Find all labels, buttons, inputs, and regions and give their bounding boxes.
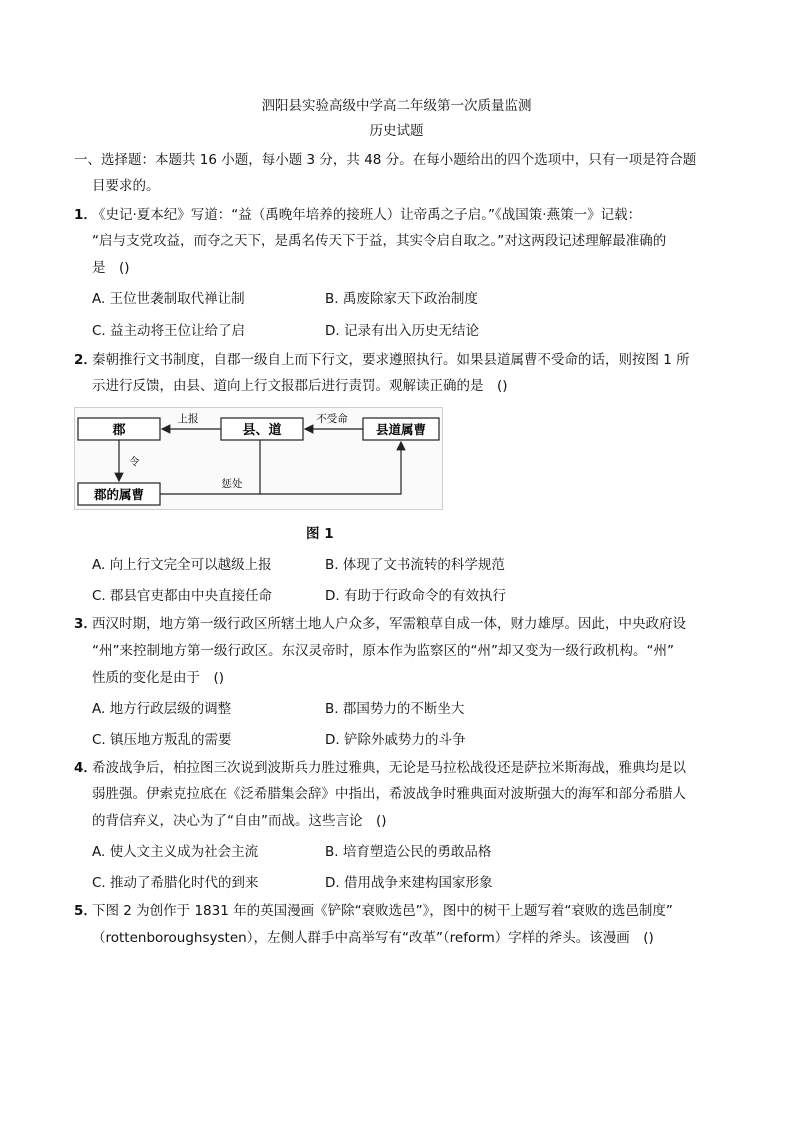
- figure-caption: 图 1: [306, 526, 334, 542]
- option-a[interactable]: A. 王位世袭制取代禅让制: [92, 291, 245, 307]
- question-text-line: 弱胜强。伊索克拉底在《泛希腊集会辞》中指出，希波战争时雅典面对波斯强大的海军和部分希腊人: [92, 786, 686, 802]
- option-c[interactable]: C. 益主动将王位让给了启: [92, 323, 246, 339]
- question-text-line: 是 (): [92, 260, 130, 276]
- option-b[interactable]: B. 培育塑造公民的勇敢品格: [325, 844, 492, 860]
- option-c[interactable]: C. 郡县官吏都由中央直接任命: [92, 588, 273, 604]
- section-heading-line2: 目要求的。: [92, 178, 160, 194]
- section-heading-line1: 一、选择题：本题共 16 小题，每小题 3 分，共 48 分。在每小题给出的四个选项中，只有一项是符合题: [74, 152, 697, 168]
- label-chengchu: 惩处: [221, 478, 243, 490]
- flow-diagram: [74, 407, 443, 510]
- question-text-line: “州”来控制地方第一级行政区。东汉灵帝时，原本作为监察区的“州”却又变为一级行政机构。“州”: [92, 643, 674, 659]
- exam-subject: 历史试题: [369, 123, 424, 139]
- option-b[interactable]: B. 禹废除家天下政治制度: [325, 291, 478, 307]
- label-bushouming: 不受命: [316, 413, 348, 425]
- option-d[interactable]: D. 有助于行政命令的有效执行: [325, 588, 506, 604]
- question-text-line: 《史记·夏本纪》写道：“益（禹晚年培养的接班人）让帝禹之子启。”《战国策·燕策一》记载：: [92, 207, 642, 223]
- box-xiandao-shucao-label: 县道属曹: [375, 422, 427, 437]
- box-jun-shucao-label: 郡的属曹: [93, 487, 145, 502]
- question-text-line: 示进行反馈，由县、道向上行文报郡后进行责罚。观解读正确的是 (): [92, 378, 508, 394]
- arrow-chengchu: [160, 442, 401, 494]
- option-c[interactable]: C. 推动了希腊化时代的到来: [92, 875, 259, 891]
- option-a[interactable]: A. 向上行文完全可以越级上报: [92, 557, 272, 573]
- option-c[interactable]: C. 镇压地方叛乱的需要: [92, 732, 232, 748]
- question-text-line: 秦朝推行文书制度，自郡一级自上而下行文，要求遵照执行。如果县道属曹不受命的话，则按图 1 所: [92, 352, 690, 368]
- exam-title: 泗阳县实验高级中学高二年级第一次质量监测: [261, 98, 532, 114]
- option-b[interactable]: B. 郡国势力的不断坐大: [325, 701, 465, 717]
- option-a[interactable]: A. 地方行政层级的调整: [92, 701, 232, 717]
- option-b[interactable]: B. 体现了文书流转的科学规范: [325, 557, 505, 573]
- question-text-line: 希波战争后，柏拉图三次说到波斯兵力胜过雅典，无论是马拉松战役还是萨拉米斯海战，雅典均是以: [92, 760, 686, 776]
- question-number: 3．: [74, 616, 97, 632]
- box-jun-label: 郡: [112, 423, 126, 438]
- option-d[interactable]: D. 铲除外戚势力的斗争: [325, 732, 466, 748]
- question-text-line: 西汉时期，地方第一级行政区所辖土地人户众多，军需粮草自成一体，财力雄厚。因此，中央政府设: [92, 616, 686, 632]
- question-text-line: 的背信弃义，决心为了“自由”而战。这些言论 (): [92, 813, 387, 829]
- question-text-line: “启与支党攻益，而夺之天下，是禹名传天下于益，其实令启自取之。”对这两段记述理解最准确的: [92, 233, 667, 249]
- question-text-line: （rottenboroughsysten），左侧人群手中高举写有“改革”（reform）字样的斧头。该漫画 (): [92, 930, 654, 946]
- label-ling: 令: [129, 456, 140, 468]
- question-number: 5．: [74, 903, 97, 919]
- box-xiandao-label: 县、道: [242, 423, 282, 438]
- label-shangbao: 上报: [177, 413, 199, 425]
- option-d[interactable]: D. 记录有出入历史无结论: [325, 323, 479, 339]
- question-number: 2．: [74, 352, 97, 368]
- question-number: 4．: [74, 760, 97, 776]
- question-text-line: 性质的变化是由于 (): [92, 670, 225, 686]
- option-a[interactable]: A. 使人文主义成为社会主流: [92, 844, 259, 860]
- question-text-line: 下图 2 为创作于 1831 年的英国漫画《铲除“衰败选邑”》，图中的树干上题写着“衰败的选邑制度”: [92, 903, 673, 919]
- option-d[interactable]: D. 借用战争来建构国家形象: [325, 875, 493, 891]
- question-number: 1．: [74, 207, 97, 223]
